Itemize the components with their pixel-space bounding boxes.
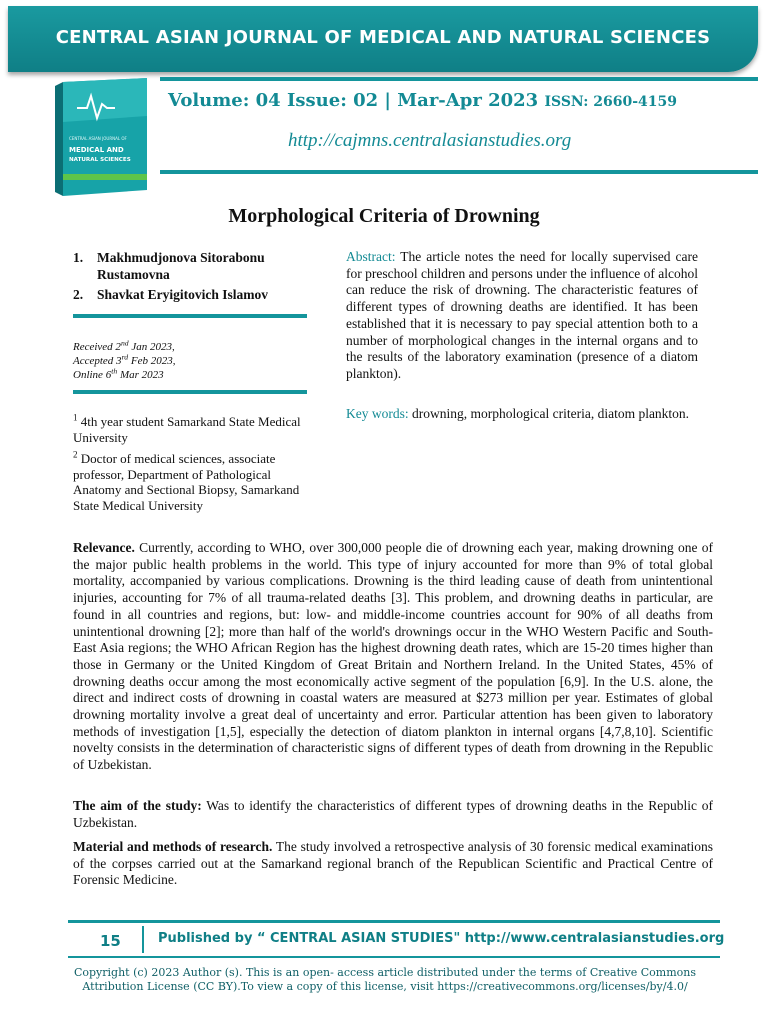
author-number: 1.: [73, 250, 84, 265]
methods-label: Material and methods of research.: [73, 839, 273, 854]
author-number: 2.: [73, 287, 84, 302]
affiliation-2: $^2$ Doctor of medical sciences, associate professor, Department of Pathological Anatomy and Sectional Biopsy, Samarkand State Medical University: [73, 449, 300, 513]
author-name: Makhmudjonova Sitorabonu Rustamovna: [97, 250, 265, 282]
abstract: [346, 249, 698, 383]
abstract-text: The article notes the need for locally supervised care for preschool children and persons under the influence of alcohol can reduce the risk of drowning. The characteristic features of different types of drowning deaths are identified. It has been established that it is necessary to pay special attention both to a number of morphological changes in the internal organs and to the results of the laboratory examination (presence of a diatom plankton).: [346, 249, 699, 381]
journal-cover-image: [55, 78, 151, 196]
footer-top-rule: [68, 920, 720, 923]
cover-title-line1: MEDICAL AND: [69, 146, 124, 154]
keywords-label: Key words:: [346, 406, 409, 421]
journal-name: CENTRAL ASIAN JOURNAL OF MEDICAL AND NATURAL SCIENCES: [55, 27, 711, 48]
journal-url[interactable]: http://cajmns.centralasianstudies.org: [288, 130, 572, 151]
copyright-notice: Copyright (c) 2023 Author (s). This is an open- access article distributed under the terms of Creative Commons Attribution License (CC BY).To view a copy of this license, visit https://creativecommons.org/licenses/by/4.0/: [73, 966, 697, 993]
received-date: Received 2nd Jan 2023,: [73, 338, 175, 353]
abstract-label: Abstract:: [346, 249, 396, 264]
footer-vertical-rule: [142, 926, 144, 953]
keywords: [346, 406, 698, 423]
author-list: [73, 249, 313, 306]
accepted-date: Accepted 3rd Feb 2023,: [73, 352, 176, 367]
keywords-text: drowning, morphological criteria, diatom plankton.: [408, 406, 690, 421]
header-top-rule: [160, 77, 758, 81]
volume-issue: Volume: 04 Issue: 02 | Mar-Apr 2023: [168, 90, 539, 111]
article-title: Morphological Criteria of Drowning: [228, 205, 540, 227]
header-bottom-rule: [160, 170, 758, 174]
affiliation-1: $^1$ 4th year student Samarkand State Medical University: [73, 412, 301, 445]
issn: ISSN: 2660-4159: [544, 94, 678, 110]
methods-paragraph: [73, 839, 713, 889]
article-dates: [73, 340, 175, 382]
aim-label: The aim of the study:: [73, 798, 202, 813]
publisher-line[interactable]: Published by “ CENTRAL ASIAN STUDIES" http://www.centralasianstudies.org: [158, 931, 725, 946]
relevance-label: Relevance.: [73, 540, 135, 555]
methods-text: The study involved a retrospective analysis of 30 forensic medical examinations of the corpses carried out at the Samarkand regional branch of the Republican Scientific and Practical Centre of Forensic Medicine.: [73, 839, 713, 888]
author-name: Shavkat Eryigitovich Islamov: [97, 287, 269, 302]
author-item: [73, 286, 313, 303]
journal-banner: [8, 6, 758, 72]
aim-text: Was to identify the characteristics of different types of drowning deaths in the Republic of Uzbekistan.: [73, 798, 713, 830]
volume-line: [168, 90, 677, 111]
aim-paragraph: [73, 798, 713, 831]
dates-divider: [73, 390, 307, 394]
cover-title-line2: NATURAL SCIENCES: [69, 157, 131, 163]
footer-bottom-rule: [68, 956, 720, 958]
cover-small-text: CENTRAL ASIAN JOURNAL OF: [69, 136, 127, 141]
page-number: 15: [100, 932, 121, 950]
authors-divider: [73, 314, 307, 318]
relevance-paragraph: [73, 540, 713, 774]
online-date: Online 6th Mar 2023: [73, 366, 164, 381]
relevance-text: Currently, according to WHO, over 300,000 people die of drowning each year, making drowning one of the major public health problems in the world. This type of injury accounted for more than 9% of total global mortality, accompanied by various complications. Drowning is the third leading cause of death from unintentional injuries, accounting for 7% of all trauma-related deaths [3]. This problem, and drowning deaths in particular, are found in all countries and regions, but: low- and middle-income countries account for 90% of all deaths from unintentional drowning [2]; more than half of the world's drownings occur in the WHO Western Pacific and South-East Asia regions; the WHO African Region has the highest drowning death rates, which are 15-20 times higher than those in Germany or the United Kingdom of Great Britain and Northern Ireland. In the United States, 45% of drowning deaths occur among the most economically active segment of the population [6,9]. In the U.S. alone, the direct and indirect costs of drowning in coastal waters are measured at $273 million per year. Estimates of global drowning mortality involve a great deal of uncertainty and error. Particular attention has been given to laboratory methods of investigation [1,5], especially the detection of diatom plankton in internal organs [4,7,8,10]. Scientific novelty consists in the determination of characteristic signs of different types of death from drowning in the Republic of Uzbekistan.: [73, 540, 713, 773]
author-item: [73, 249, 313, 283]
